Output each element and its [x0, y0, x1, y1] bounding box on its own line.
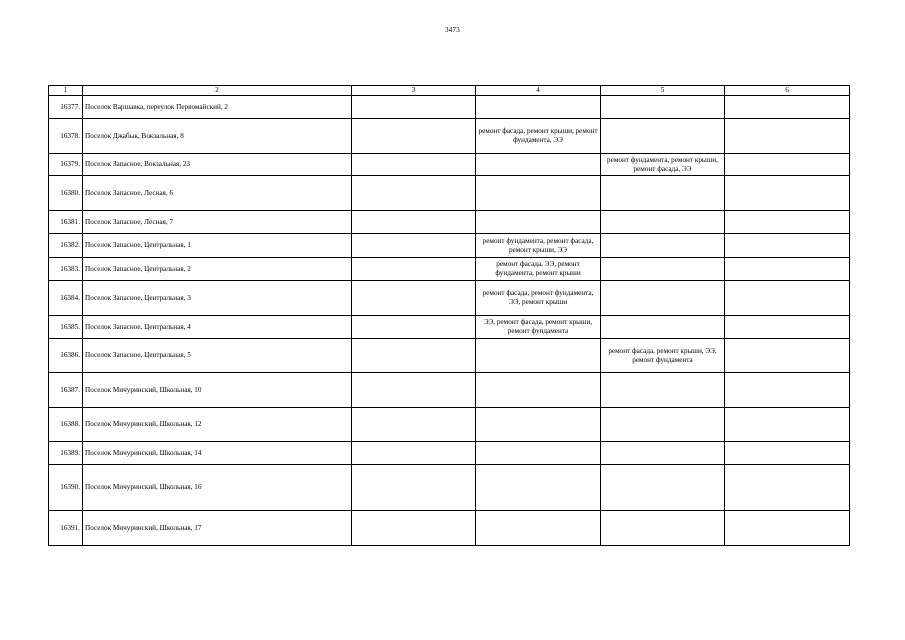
table-row	[49, 442, 850, 465]
row-number: 16385.	[49, 316, 83, 339]
row-address: Поселок Варшавка, переулок Первомайский, 2	[83, 96, 352, 119]
row-address: Поселок Запасное, Центральная, 3	[83, 281, 352, 316]
row-address: Поселок Джабык, Вокзальная, 8	[83, 119, 352, 154]
row-col4: ремонт фундамента, ремонт фасада, ремонт крыши, ЭЭ	[476, 234, 601, 258]
row-number: 16379.	[49, 154, 83, 176]
row-col6	[725, 211, 850, 234]
table-row	[49, 211, 850, 234]
row-col3	[352, 442, 476, 465]
row-col3	[352, 511, 476, 546]
row-col4	[476, 339, 601, 373]
row-number: 16381.	[49, 211, 83, 234]
row-address: Поселок Мичуринский, Школьная, 10	[83, 373, 352, 408]
row-col5	[601, 234, 725, 258]
row-col6	[725, 258, 850, 281]
row-number: 16388.	[49, 408, 83, 442]
row-col6	[725, 511, 850, 546]
row-col5	[601, 465, 725, 511]
row-col6	[725, 119, 850, 154]
row-col4	[476, 373, 601, 408]
register-table	[48, 85, 850, 546]
row-col4	[476, 511, 601, 546]
row-col6	[725, 96, 850, 119]
table-row	[49, 154, 850, 176]
row-col5	[601, 373, 725, 408]
column-header-4: 4	[476, 86, 601, 96]
row-col3	[352, 465, 476, 511]
row-number: 16377.	[49, 96, 83, 119]
row-col3	[352, 96, 476, 119]
row-col3	[352, 154, 476, 176]
row-col5: ремонт фасада, ремонт крыши, ЭЭ, ремонт фундамента	[601, 339, 725, 373]
row-address: Поселок Запасное, Центральная, 2	[83, 258, 352, 281]
column-header-1: 1	[49, 86, 83, 96]
row-number: 16378.	[49, 119, 83, 154]
row-col4	[476, 176, 601, 211]
row-col4	[476, 408, 601, 442]
row-number: 16387.	[49, 373, 83, 408]
row-col5	[601, 119, 725, 154]
table-row	[49, 511, 850, 546]
row-col3	[352, 408, 476, 442]
row-col4	[476, 154, 601, 176]
table-row	[49, 465, 850, 511]
row-col5	[601, 511, 725, 546]
row-col3	[352, 211, 476, 234]
row-col4	[476, 211, 601, 234]
row-number: 16382.	[49, 234, 83, 258]
row-col5	[601, 96, 725, 119]
table-header-row	[49, 86, 850, 96]
row-col4: ремонт фасада, ремонт крыши, ремонт фундамента, ЭЭ	[476, 119, 601, 154]
column-header-2: 2	[83, 86, 352, 96]
row-col5: ремонт фундамента, ремонт крыши, ремонт фасада, ЭЭ	[601, 154, 725, 176]
row-col4	[476, 465, 601, 511]
row-address: Поселок Мичуринский, Школьная, 14	[83, 442, 352, 465]
row-address: Поселок Мичуринский, Школьная, 17	[83, 511, 352, 546]
row-col3	[352, 281, 476, 316]
row-address: Поселок Запасное, Лесная, 7	[83, 211, 352, 234]
row-number: 16390.	[49, 465, 83, 511]
row-address: Поселок Запасное, Центральная, 5	[83, 339, 352, 373]
column-header-6: 6	[725, 86, 850, 96]
row-col3	[352, 234, 476, 258]
table-row	[49, 316, 850, 339]
row-col4: ЭЭ, ремонт фасада, ремонт крыши, ремонт фундамента	[476, 316, 601, 339]
row-col6	[725, 316, 850, 339]
row-col3	[352, 258, 476, 281]
row-col6	[725, 339, 850, 373]
row-col6	[725, 234, 850, 258]
row-col4	[476, 442, 601, 465]
row-col5	[601, 408, 725, 442]
row-address: Поселок Запасное, Центральная, 1	[83, 234, 352, 258]
row-col5	[601, 316, 725, 339]
row-col3	[352, 373, 476, 408]
row-col3	[352, 316, 476, 339]
row-col4: ремонт фасада, ЭЭ, ремонт фундамента, ремонт крыши	[476, 258, 601, 281]
row-col5	[601, 211, 725, 234]
table-row	[49, 339, 850, 373]
row-address: Поселок Запасное, Лесная, 6	[83, 176, 352, 211]
row-col5	[601, 176, 725, 211]
table-row	[49, 281, 850, 316]
row-col3	[352, 119, 476, 154]
row-col3	[352, 339, 476, 373]
row-col6	[725, 176, 850, 211]
row-address: Поселок Запасное, Вокзальная, 23	[83, 154, 352, 176]
row-col3	[352, 176, 476, 211]
table-row	[49, 96, 850, 119]
table-row	[49, 119, 850, 154]
row-col4	[476, 96, 601, 119]
row-address: Поселок Мичуринский, Школьная, 16	[83, 465, 352, 511]
row-col4: ремонт фасада, ремонт фундамента, ЭЭ, ремонт крыши	[476, 281, 601, 316]
row-col6	[725, 373, 850, 408]
row-address: Поселок Запасное, Центральная, 4	[83, 316, 352, 339]
row-number: 16386.	[49, 339, 83, 373]
column-header-3: 3	[352, 86, 476, 96]
row-number: 16391.	[49, 511, 83, 546]
table-row	[49, 258, 850, 281]
table-row	[49, 234, 850, 258]
row-col6	[725, 154, 850, 176]
row-number: 16389.	[49, 442, 83, 465]
row-col5	[601, 258, 725, 281]
row-number: 16383.	[49, 258, 83, 281]
row-col6	[725, 281, 850, 316]
page-number: 3473	[445, 26, 460, 34]
column-header-5: 5	[601, 86, 725, 96]
table-row	[49, 373, 850, 408]
row-col6	[725, 465, 850, 511]
table-row	[49, 408, 850, 442]
table-row	[49, 176, 850, 211]
row-col6	[725, 442, 850, 465]
row-number: 16384.	[49, 281, 83, 316]
row-col5	[601, 442, 725, 465]
row-address: Поселок Мичуринский, Школьная, 12	[83, 408, 352, 442]
row-number: 16380.	[49, 176, 83, 211]
row-col6	[725, 408, 850, 442]
row-col5	[601, 281, 725, 316]
